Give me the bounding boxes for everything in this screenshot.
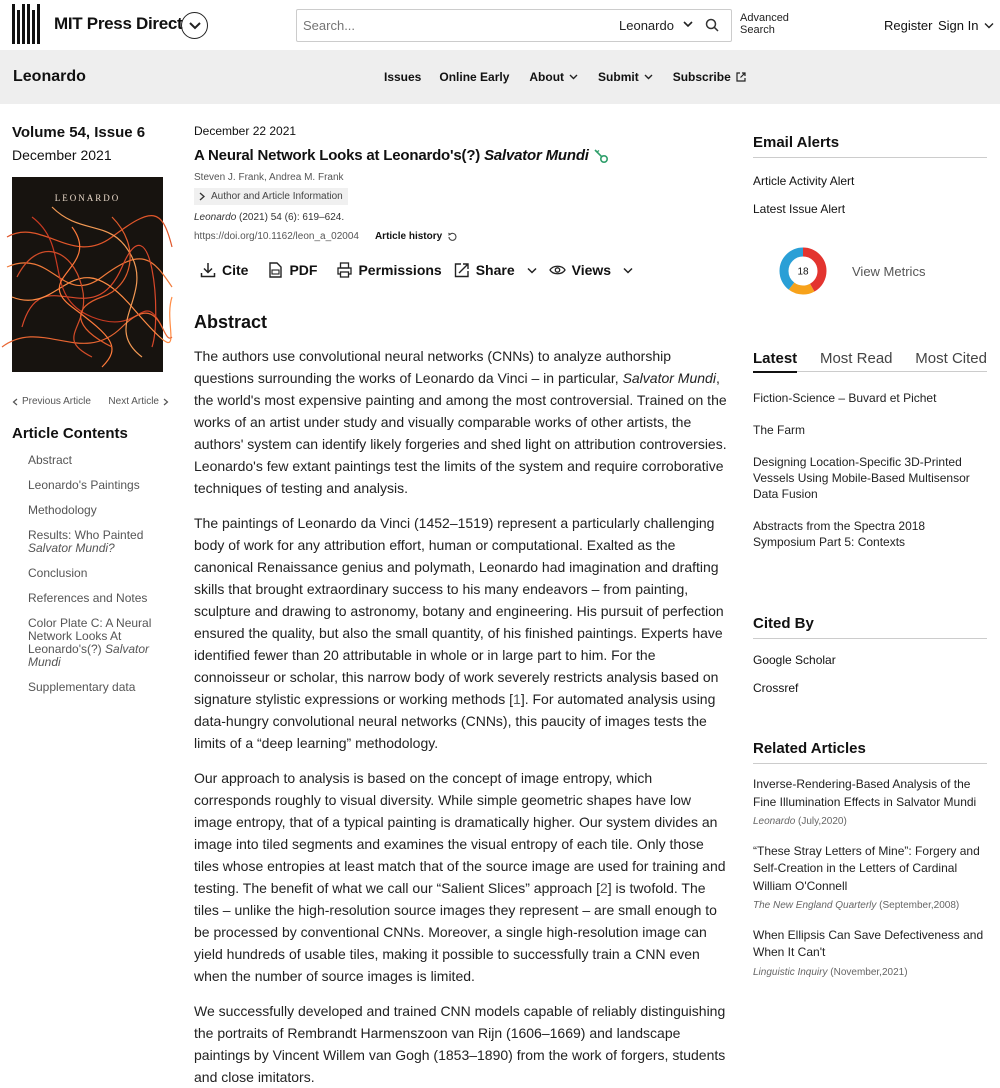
cited-by-heading: Cited By <box>753 615 987 639</box>
nav-subscribe[interactable] <box>673 70 746 84</box>
download-icon <box>200 262 216 278</box>
list-item[interactable]: Fiction-Science – Buvard et Pichet <box>753 391 937 405</box>
search-icon[interactable] <box>705 18 719 32</box>
publication-date: December 22 2021 <box>194 124 297 138</box>
issue-sidebar <box>12 124 172 706</box>
permissions-label: Permissions <box>358 262 442 278</box>
chevron-down-icon <box>623 267 633 274</box>
altmetric-score: 18 <box>797 266 809 278</box>
list-item[interactable]: Designing Location-Specific 3D-Printed Vessels Using Mobile-Based Multisensor Data Fusion <box>753 455 970 501</box>
nav-submit[interactable] <box>598 70 653 84</box>
toc-item-references[interactable]: References and Notes <box>28 591 148 605</box>
citation-details: (2021) 54 (6): 619–624. <box>236 212 345 223</box>
next-article-link[interactable] <box>108 396 169 407</box>
list-item[interactable]: The Farm <box>753 423 806 437</box>
chevron-down-icon <box>984 22 994 29</box>
title-text: A Neural Network Looks at Leonardo's(?) <box>194 147 485 164</box>
issue-volume[interactable]: Volume 54, Issue 6 <box>12 124 146 141</box>
chevron-right-icon <box>199 192 205 201</box>
search-input[interactable] <box>303 18 603 33</box>
paragraph-text: The authors use convolutional neural networks (CNNs) to analyze authorship questions surrounding the works of Leonardo da Vinci – in particular, <box>194 348 672 386</box>
paragraph-text: , the world's most expensive painting and among the most controversial. Trained on the works of an artist under study and visually comparable works of other artists, the authors' system can identify likely forgeries and shed light on attribution controversies. Leonardo's few extant paintings test the limits of the system and require corroborative techniques of testing and analysis. <box>194 370 727 496</box>
article-history-button[interactable] <box>375 231 457 242</box>
printer-icon <box>337 262 352 278</box>
related-article-source <box>753 813 987 831</box>
related-articles-section <box>753 740 987 981</box>
tab-most-read[interactable]: Most Read <box>819 350 893 367</box>
title-italic: Salvator Mundi <box>484 147 589 164</box>
toc-item-results[interactable] <box>28 529 172 555</box>
toc-item-methodology[interactable]: Methodology <box>28 503 97 517</box>
doi-row <box>194 231 730 242</box>
related-date: (July,2020) <box>795 816 847 827</box>
next-article-label: Next Article <box>108 396 159 407</box>
issue-date: December 2021 <box>12 147 112 163</box>
body-paragraph <box>194 512 730 754</box>
views-label: Views <box>571 262 612 278</box>
article-main <box>194 124 730 1088</box>
toc-label-italic: Salvator Mundi <box>28 642 150 669</box>
article-contents-heading: Article Contents <box>12 425 128 442</box>
altmetric-widget[interactable] <box>778 246 925 296</box>
share-icon <box>454 262 470 278</box>
latest-issue-alert-link[interactable]: Latest Issue Alert <box>753 202 846 216</box>
cover-title: LEONARDO <box>54 193 121 203</box>
chevron-left-icon <box>12 398 18 406</box>
journal-title[interactable]: Leonardo <box>13 68 86 85</box>
article-title <box>194 147 730 164</box>
nav-label: Online Early <box>439 70 510 84</box>
email-alerts-heading: Email Alerts <box>753 134 987 158</box>
chevron-down-icon[interactable] <box>683 20 693 28</box>
citation-journal: Leonardo <box>194 212 237 223</box>
toc-label: Results: Who Painted <box>28 528 144 542</box>
toc-item-abstract[interactable]: Abstract <box>28 453 73 467</box>
related-date: (September,2008) <box>876 900 960 911</box>
toc-item-supplementary[interactable]: Supplementary data <box>28 680 136 694</box>
eye-icon <box>549 264 566 276</box>
logo-bars-icon <box>12 4 40 44</box>
sign-in-button[interactable] <box>938 18 994 33</box>
chevron-right-icon <box>163 398 169 406</box>
paragraph-text: ]. For automated analysis using data-hungry convolutional neural networks (CNNs), this paucity of images tests the limits of a “deep learning” methodology. <box>194 691 716 751</box>
pdf-label: PDF <box>289 262 318 278</box>
sign-in-label: Sign In <box>938 18 979 33</box>
previous-article-link[interactable] <box>12 396 91 407</box>
cite-button[interactable] <box>200 262 248 278</box>
reference-link[interactable]: 2 <box>599 880 608 896</box>
nav-label: Issues <box>384 70 422 84</box>
article-history-label: Article history <box>374 231 443 242</box>
author-info-label: Author and Article Information <box>211 191 343 202</box>
search-scope-select[interactable]: Leonardo <box>619 18 674 33</box>
mit-press-logo[interactable] <box>12 4 182 44</box>
previous-article-label: Previous Article <box>22 396 91 407</box>
cite-label: Cite <box>222 262 249 278</box>
nav-label: Subscribe <box>672 70 731 84</box>
cover-artwork <box>12 177 163 372</box>
history-icon <box>447 232 457 242</box>
chevron-down-icon <box>644 74 653 80</box>
nav-about[interactable] <box>529 70 578 84</box>
paragraph-text: ] is twofold. The tiles – unlike the high-resolution source images they represent – are small enough to be processed by conventional CNNs. Moreover, a single high-resolution image can yield hundreds of usable tiles, making it possible to successfully train a CNN even when the number of source images is limited. <box>194 880 717 984</box>
toc-item-color-plate[interactable] <box>28 617 172 669</box>
pdf-file-icon <box>268 262 283 278</box>
related-article-source <box>753 964 987 982</box>
author-info-toggle[interactable] <box>194 188 348 205</box>
abstract-heading: Abstract <box>194 312 268 332</box>
author-link[interactable]: Steven J. Frank <box>194 172 265 183</box>
site-menu-button[interactable] <box>181 12 208 39</box>
issue-cover-image[interactable] <box>12 177 163 372</box>
paragraph-italic: Salvator Mundi <box>622 370 716 386</box>
article-toolbar <box>194 262 730 278</box>
view-metrics-link[interactable]: View Metrics <box>852 263 926 279</box>
open-access-key-icon <box>593 148 609 164</box>
top-header <box>0 0 1000 50</box>
related-date: (November,2021) <box>827 966 908 978</box>
permissions-button[interactable] <box>337 262 441 278</box>
crossref-link[interactable]: Crossref <box>753 681 799 695</box>
related-article <box>753 776 987 831</box>
cited-by-section <box>753 615 987 695</box>
citation-line <box>194 212 730 223</box>
related-article <box>753 843 987 915</box>
related-journal: Leonardo <box>753 816 796 827</box>
external-link-icon <box>736 72 746 82</box>
doi-link[interactable]: https://doi.org/10.1162/leon_a_02004 <box>194 231 359 242</box>
paragraph-text: Our approach to analysis is based on the concept of image entropy, which corresponds roughly to visual diversity. While simple geometric shapes have low image entropy, that of a typical painting is dramatically higher. Our system divides an image into tiled segments and examines the visual entropy of each tile. Only those tiles whose entropies at least match that of the source image are used for training and testing. The benefit of what we call our “Salient Slices” approach [ <box>194 770 726 896</box>
related-journal: The New England Quarterly <box>753 900 877 911</box>
related-journal: Linguistic Inquiry <box>753 966 828 978</box>
share-button[interactable] <box>454 262 537 278</box>
author-link[interactable]: Andrea M. Frank <box>269 172 344 183</box>
list-item[interactable]: Abstracts from the Spectra 2018 Symposium Part 5: Contexts <box>753 519 926 549</box>
body-paragraph: We successfully developed and trained CNN models capable of reliably distinguishing the portraits of Rembrandt Harmenszoon van Rijn (1606–1669) and landscape paintings by Vincent Willem van Gogh (1853–1890) from the work of forgers, students and close imitators. <box>194 1003 726 1085</box>
tab-latest[interactable]: Latest <box>753 350 797 373</box>
journal-nav <box>0 50 1000 104</box>
nav-issues[interactable] <box>384 70 421 84</box>
chevron-down-icon <box>569 74 578 80</box>
article-contents-list <box>12 454 172 694</box>
article-navigation <box>12 396 169 407</box>
toc-label: Color Plate C: A Neural Network Looks At Leonardo's(?) <box>28 616 152 656</box>
nav-label: About <box>529 70 565 84</box>
logo-text: MIT Press Direct <box>54 14 183 33</box>
related-article-title[interactable]: “These Stray Letters of Mine”: Forgery and Self-Creation in the Letters of Cardinal William O'Connell <box>753 843 980 893</box>
share-label: Share <box>475 262 515 278</box>
paragraph-text: The paintings of Leonardo da Vinci (1452–1519) represent a particularly challenging body of work for any attribution effort, human or computational. Exalted as the canonical Renaissance genius and polymath, Leonardo had imagination and drafting skills that brought extraordinary success to his many endeavors – from painting, sculpture and drawing to astronomy, botany and engineering. His pursuit of perfection ensured the quality, but also the small quantity, of his finished paintings. Experts have identified fewer than 20 attributable in whole or in large part to him. For the connoisseur or scholar, this narrow body of work severely restricts analysis based on signature stylistic expressions or working methods [ <box>194 515 724 707</box>
pdf-button[interactable] <box>268 262 317 278</box>
search-bar <box>296 9 732 42</box>
related-article-source <box>753 897 987 915</box>
related-article <box>753 927 987 982</box>
reference-link[interactable]: 1 <box>513 691 521 707</box>
nav-label: Submit <box>598 70 639 84</box>
altmetric-donut-icon <box>778 246 828 296</box>
google-scholar-link[interactable]: Google Scholar <box>753 653 836 667</box>
toc-label-italic: Salvator Mundi? <box>28 541 115 555</box>
right-sidebar <box>753 134 987 978</box>
register-link[interactable]: Register <box>884 18 933 33</box>
latest-articles-list <box>753 390 987 566</box>
author-list: Steven J. Frank, Andrea M. Frank <box>194 172 344 183</box>
toc-item-paintings[interactable]: Leonardo's Paintings <box>28 478 140 492</box>
nav-online-early[interactable] <box>439 70 509 84</box>
article-list-tabs <box>753 350 987 372</box>
article-activity-alert-link[interactable]: Article Activity Alert <box>753 174 855 188</box>
related-article-title[interactable]: When Ellipsis Can Save Defectiveness and When It Can't <box>753 927 984 959</box>
chevron-down-icon <box>527 267 537 274</box>
tab-most-cited[interactable]: Most Cited <box>915 350 987 367</box>
related-articles-heading: Related Articles <box>753 740 987 764</box>
abstract-paragraph <box>194 345 730 499</box>
chevron-down-icon <box>189 22 201 30</box>
toc-item-conclusion[interactable]: Conclusion <box>28 566 88 580</box>
advanced-search-link[interactable]: Advanced Search <box>740 12 789 36</box>
views-button[interactable] <box>549 262 633 278</box>
related-article-title[interactable]: Inverse-Rendering-Based Analysis of the Fine Illumination Effects in Salvator Mundi <box>753 777 977 809</box>
body-paragraph <box>194 767 730 987</box>
